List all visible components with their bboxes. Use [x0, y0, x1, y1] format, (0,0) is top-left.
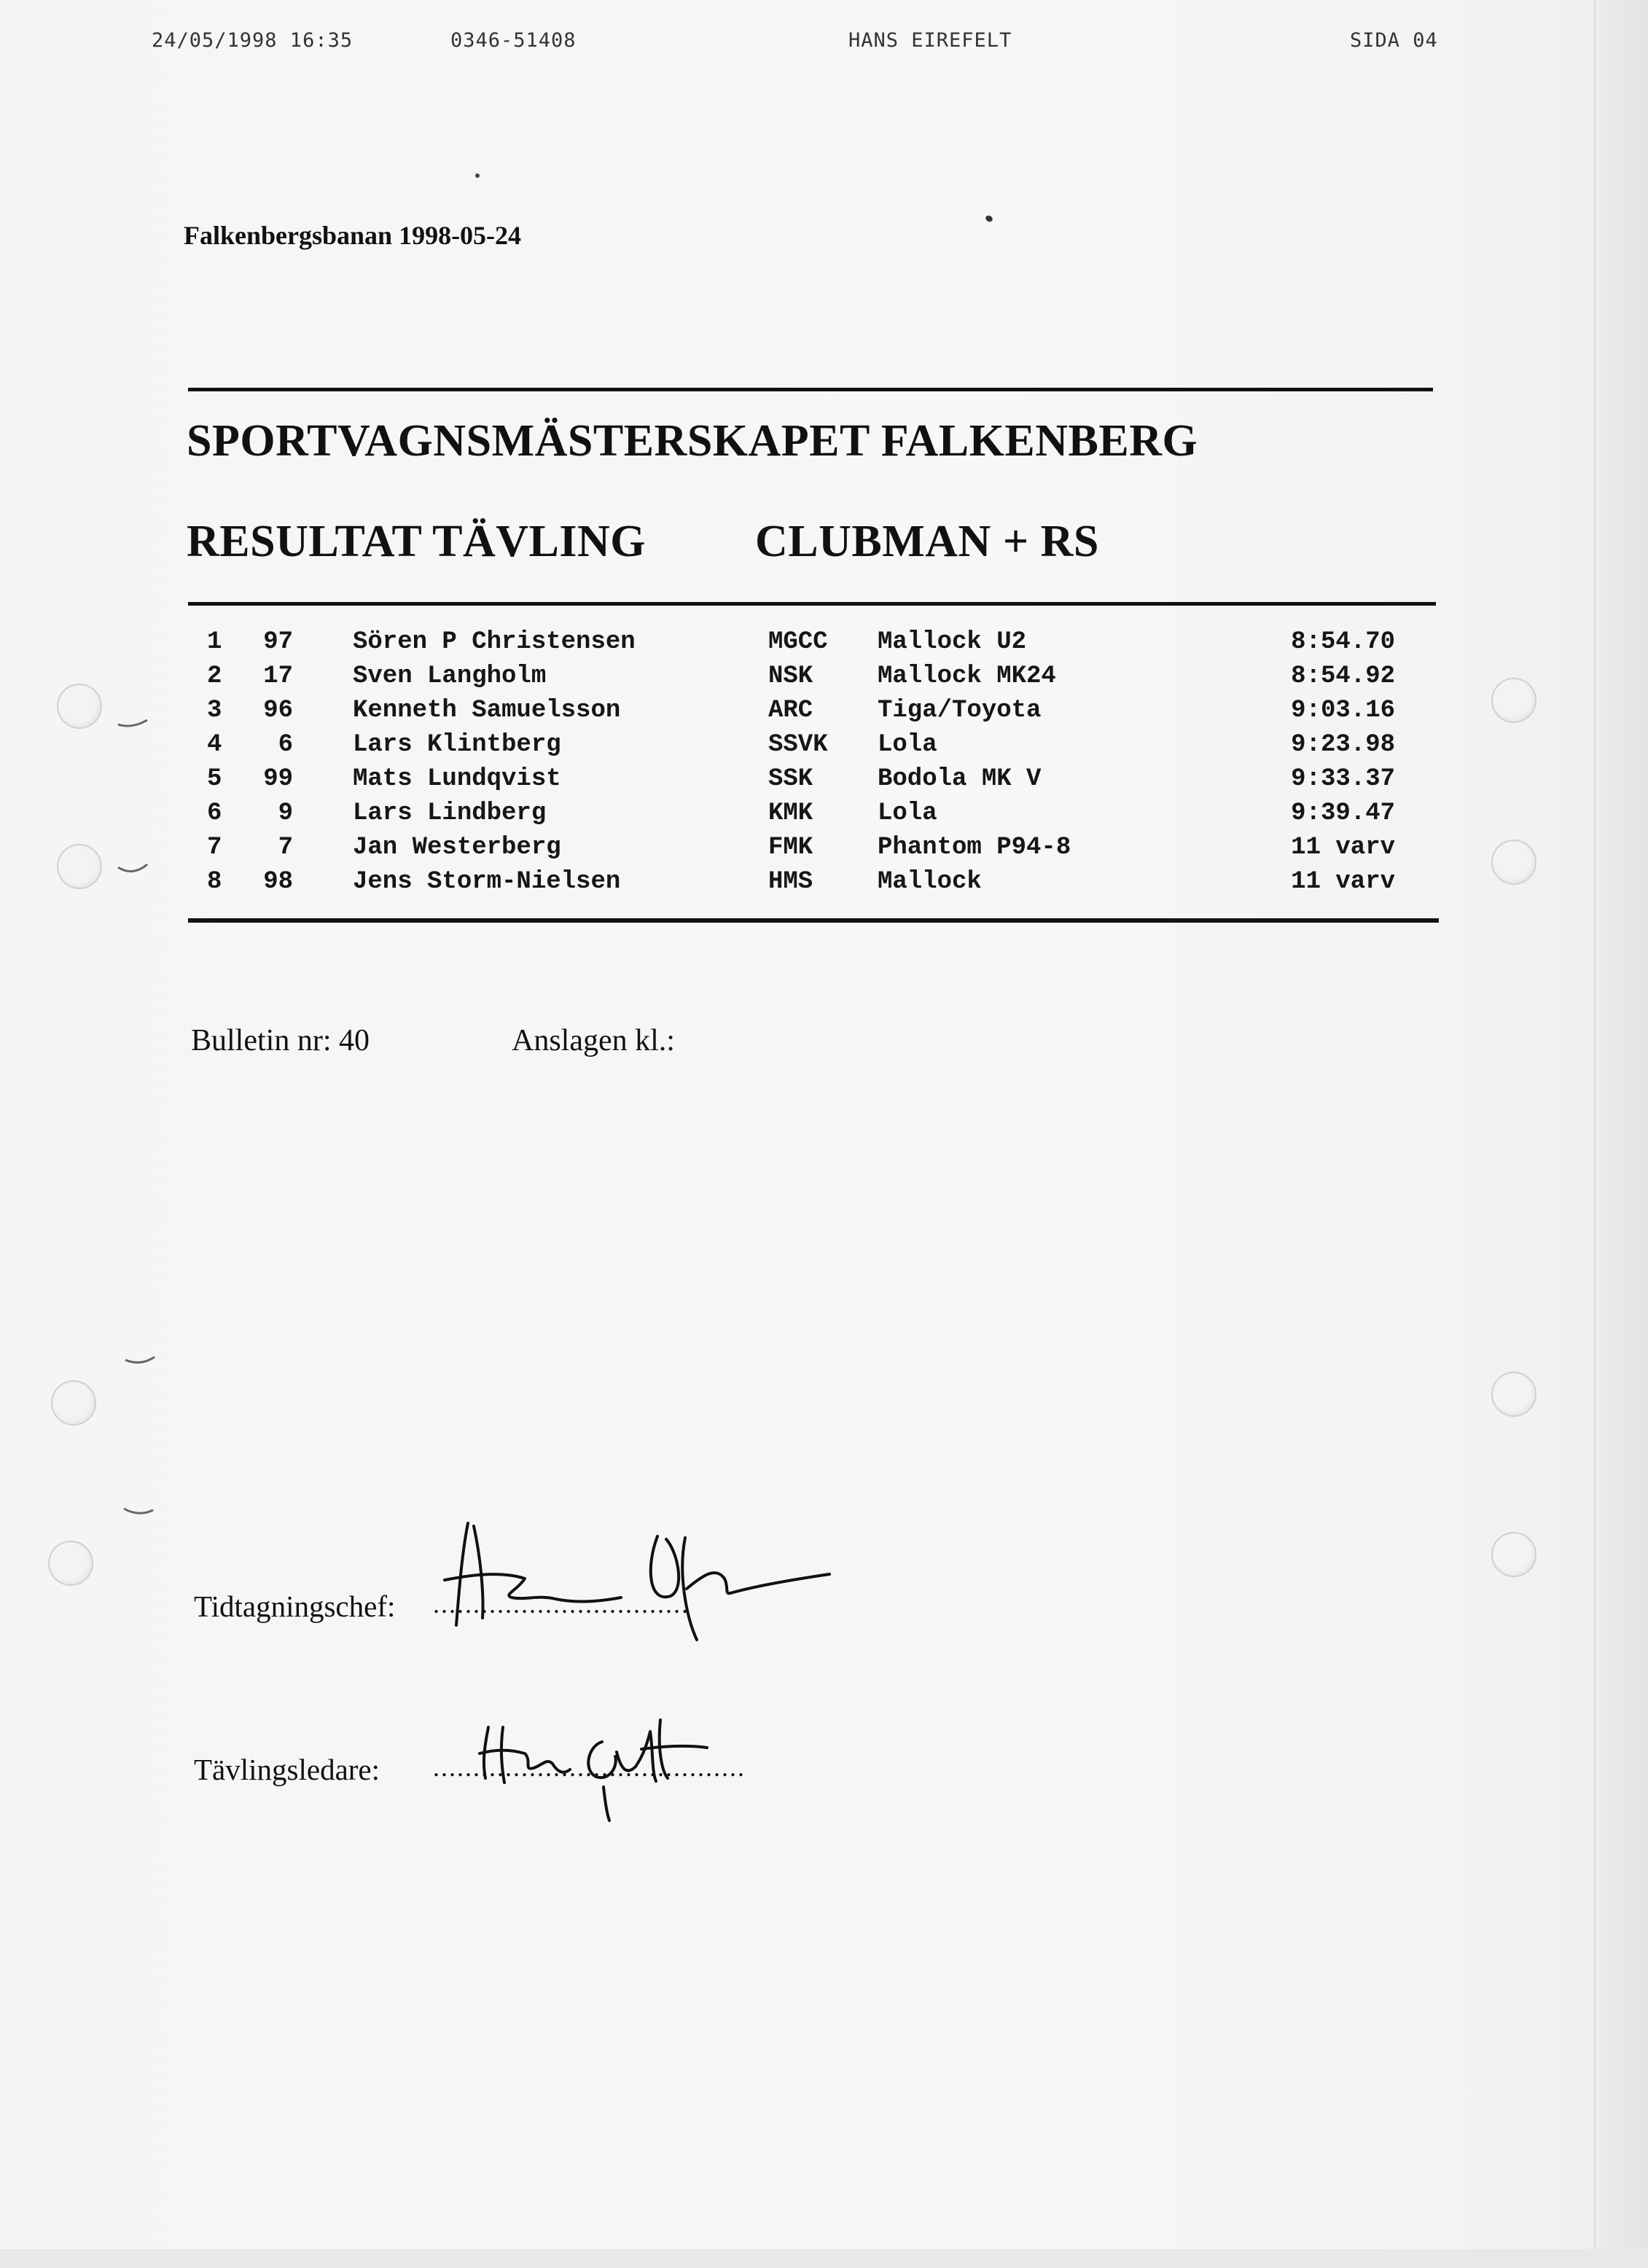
driver-name: Mats Lundqvist [353, 765, 561, 793]
club-code: KMK [768, 799, 813, 827]
timing-chief-label: Tidtagningschef: [194, 1589, 396, 1623]
race-time: 8:54.70 [1291, 628, 1395, 656]
table-row [197, 697, 1436, 731]
position: 1 [207, 628, 222, 656]
punch-hole [48, 1541, 93, 1586]
car-number: 17 [263, 662, 293, 690]
car-model: Tiga/Toyota [878, 697, 1042, 724]
punch-hole [1491, 1532, 1536, 1577]
race-label: RESULTAT TÄVLING [187, 517, 646, 566]
table-top-rule [188, 602, 1436, 606]
car-number: 97 [263, 628, 293, 656]
timing-chief-dotted-line: ................................ [433, 1589, 690, 1619]
race-time: 11 varv [1291, 868, 1395, 896]
fax-page-number: SIDA 04 [1350, 29, 1438, 52]
table-bottom-rule [188, 918, 1439, 923]
document-title: SPORTVAGNSMÄSTERSKAPET FALKENBERG [187, 416, 1198, 466]
driver-name: Kenneth Samuelsson [353, 697, 621, 724]
fax-phone: 0346-51408 [450, 29, 577, 52]
race-time: 9:23.98 [1291, 731, 1395, 759]
hole-shadow-mark [115, 857, 152, 879]
car-model: Lola [878, 799, 937, 827]
car-number: 9 [278, 799, 293, 827]
venue-date: Falkenbergsbanan 1998-05-24 [184, 221, 522, 250]
class-label: CLUBMAN + RS [755, 517, 1099, 566]
punch-hole [1491, 678, 1536, 723]
club-code: MGCC [768, 628, 828, 656]
club-code: NSK [768, 662, 813, 690]
position: 8 [207, 868, 222, 896]
car-number: 96 [263, 697, 293, 724]
timing-chief-signature [430, 1509, 838, 1647]
car-number: 99 [263, 765, 293, 793]
table-row [197, 868, 1436, 902]
club-code: SSVK [768, 731, 828, 759]
table-row [197, 628, 1436, 662]
header-top-rule [188, 388, 1433, 391]
position: 5 [207, 765, 222, 793]
driver-name: Lars Klintberg [353, 731, 561, 759]
driver-name: Sören P Christensen [353, 628, 636, 656]
race-time: 9:33.37 [1291, 765, 1395, 793]
race-director-dotted-line: ....................................... [433, 1753, 746, 1782]
car-model: Bodola MK V [878, 765, 1042, 793]
hole-shadow-mark [121, 1500, 157, 1522]
race-director-label: Tävlingsledare: [194, 1753, 380, 1786]
table-row [197, 765, 1436, 799]
punch-hole [57, 684, 102, 729]
position: 2 [207, 662, 222, 690]
punch-hole [57, 844, 102, 889]
race-time: 9:03.16 [1291, 697, 1395, 724]
results-table [197, 628, 1436, 902]
position: 6 [207, 799, 222, 827]
hole-shadow-mark [122, 1350, 159, 1372]
car-model: Lola [878, 731, 937, 759]
punch-hole [51, 1380, 96, 1426]
scan-speck [475, 173, 480, 178]
scan-bottom-edge [0, 2249, 1648, 2268]
car-number: 6 [278, 731, 293, 759]
club-code: ARC [768, 697, 813, 724]
car-model: Mallock [878, 868, 982, 896]
table-row [197, 662, 1436, 697]
table-row [197, 731, 1436, 765]
scan-edge-shadow [1594, 0, 1648, 2268]
driver-name: Jens Storm-Nielsen [353, 868, 621, 896]
car-model: Mallock U2 [878, 628, 1027, 656]
posted-time-label: Anslagen kl.: [512, 1024, 675, 1057]
race-time: 8:54.92 [1291, 662, 1395, 690]
table-row [197, 799, 1436, 834]
car-model: Mallock MK24 [878, 662, 1056, 690]
punch-hole [1491, 1372, 1536, 1417]
race-time: 9:39.47 [1291, 799, 1395, 827]
club-code: FMK [768, 834, 813, 861]
hole-shadow-mark [115, 710, 152, 732]
table-row [197, 834, 1436, 868]
car-model: Phantom P94-8 [878, 834, 1071, 861]
punch-hole [1491, 840, 1536, 885]
club-code: HMS [768, 868, 813, 896]
scan-speck [985, 214, 994, 223]
position: 7 [207, 834, 222, 861]
bulletin-number: Bulletin nr: 40 [191, 1024, 370, 1057]
fax-sender: HANS EIREFELT [848, 29, 1012, 52]
club-code: SSK [768, 765, 813, 793]
position: 3 [207, 697, 222, 724]
race-time: 11 varv [1291, 834, 1395, 861]
driver-name: Lars Lindberg [353, 799, 547, 827]
race-director-signature [466, 1705, 714, 1822]
driver-name: Sven Langholm [353, 662, 547, 690]
car-number: 98 [263, 868, 293, 896]
car-number: 7 [278, 834, 293, 861]
driver-name: Jan Westerberg [353, 834, 561, 861]
fax-datetime: 24/05/1998 16:35 [152, 29, 354, 52]
position: 4 [207, 731, 222, 759]
